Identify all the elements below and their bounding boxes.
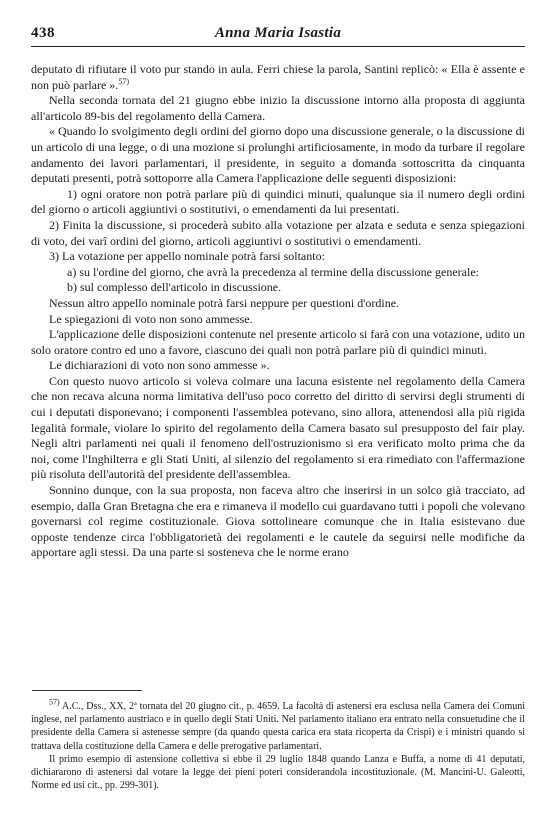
paragraph: deputato di rifiutare il voto pur stando in aula. Ferri chiese la parola, Santini replicò: « Ella è assente e non può parlare ».$^{57)}$: [31, 62, 525, 92]
paragraph: Le spiegazioni di voto non sono ammesse.: [49, 311, 253, 326]
list-item: 3) La votazione per appello nominale potrà farsi soltanto:: [49, 249, 325, 264]
footnote-divider: [32, 690, 142, 691]
quoted-paragraph: « Quando lo svolgimento degli ordini del giorno dopo una discussione generale, o la discussione di un articolo di una legge, o di una mozione si prolunghi artificiosamente, in modo da turbare il regolare andamento dei lavori parlamentari, il presidente, in seguito a domanda sottoscritta da cinquanta deputati presenti, potrà sottoporre alla Camera l'applicazione delle seguenti disposizioni:: [31, 124, 525, 186]
footnote: $^{57)}$ A.C., Dss., XX, 2ª tornata del 20 giugno cit., p. 4659. La facoltà di astenersi era esclusa nella Camera dei Comuni inglese, nel parlamento austriaco e in quello degli Stati Uniti. Nel parlamento italiano era entrato nella consuetudine che il presidente della Camera si astenesse sempre (da quando questa carica era stata ricoperta da Crispi) e i ministri quando si trattava della costituzione della Camera e delle prerogative parlamentari.: [31, 697, 525, 752]
sub-item: a) su l'ordine del giorno, che avrà la precedenza al termine della discussione generale:: [67, 264, 479, 279]
running-title: Anna Maria Isastia: [214, 25, 342, 41]
paragraph: L'applicazione delle disposizioni contenute nel presente articolo si farà con una votazione, udito un solo oratore contro ed uno a favore, ciascuno dei quali non potrà parlare più di quindici minuti.: [31, 327, 525, 357]
page-number: 438: [31, 25, 55, 41]
footnotes: [31, 697, 525, 792]
footnote-continuation: Il primo esempio di astensione collettiva si ebbe il 29 luglio 1848 quando Lanza e Buffa, a nome di 41 deputati, dichiararono di astenersi dal votare la legge dei pieni poteri considerandola incostituzionale. (M. Mancini-U. Galeotti, Norme ed usi cit., pp. 299-301).: [31, 753, 525, 792]
sub-item: b) sul complesso dell'articolo in discussione.: [67, 280, 282, 295]
body-text: [31, 62, 525, 561]
paragraph: Le dichiarazioni di voto non sono ammesse ».: [49, 358, 270, 373]
list-item: 2) Finita la discussione, si procederà subito alla votazione per alzata e seduta e senza spiegazioni di voto, dei varî ordini del giorno, articoli aggiuntivi o sostitutivi o emendamenti.: [31, 217, 525, 248]
paragraph: Sonnino dunque, con la sua proposta, non faceva altro che inserirsi in un solco già tracciato, ad esempio, dalla Gran Bretagna che era e rimaneva il modello cui guardavano tutti i popoli che volevano governarsi col regime costituzionale. Giova sottolineare comunque che in Italia esistevano due opposte tendenze circa l'obbligatorietà dei regolamenti e le cautele da seguirsi nelle modifiche da apportare agli stessi. Da una parte si sosteneva che le norme erano: [31, 483, 525, 560]
footnote-mark: 57): [49, 697, 60, 707]
paragraph: Nessun altro appello nominale potrà farsi neppure per questioni d'ordine.: [49, 295, 400, 310]
list-item: 1) ogni oratore non potrà parlare più di quindici minuti, qualunque sia il numero degli ordini del giorno o articoli aggiuntivi o sostitutivi, o emendamenti da lui presentati.: [31, 186, 525, 217]
page-header: [31, 24, 525, 47]
footnote-ref[interactable]: 57): [118, 76, 129, 86]
paragraph: Nella seconda tornata del 21 giugno ebbe inizio la discussione intorno alla proposta di aggiunta all'articolo 89-bis del regolamento della Camera.: [31, 93, 525, 123]
paragraph: Con questo nuovo articolo si voleva colmare una lacuna esistente nel regolamento della Camera che non recava alcuna norma limitativa dell'uso poco corretto del diritto di servirsi degli strumenti di cui i deputati disponevano; i componenti l'assemblea potevano, sino allora, attenendosi alla più rigida legalità formale, violare lo spirito del regolamento della Camera basato sul presupposto del fair play. Negli altri parlamenti nei quali il fenomeno dell'ostruzionismo si era verificato molto prima che da noi, come l'Inghilterra e gli Stati Uniti, al silenzio del regolamento si era rimediato con l'affermazione più risoluta dell'autorità del presidente dell'assemblea.: [31, 373, 525, 482]
